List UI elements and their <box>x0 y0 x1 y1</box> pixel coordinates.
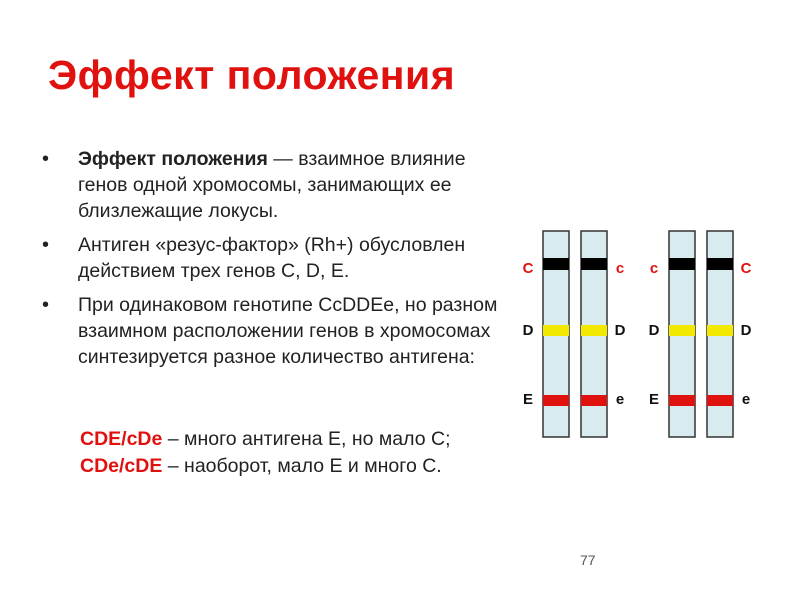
gene-band-D <box>581 325 607 336</box>
gene-band-E <box>669 395 695 406</box>
gene-band-E <box>543 395 569 406</box>
bullet-1-text: — взаимное влияние генов одной хромосомы, занимающих ее близлежащие локусы. <box>78 148 466 222</box>
gene-label-D: D <box>740 322 752 339</box>
bullet-dot-icon: • <box>42 148 50 170</box>
bullet-dot-icon: • <box>42 234 50 256</box>
gene-label-e: e <box>615 391 625 408</box>
bullet-dot-icon: • <box>42 294 50 316</box>
gene-label-C: C <box>522 260 534 277</box>
slide-title: Эффект положения <box>48 52 456 98</box>
gene-band-D <box>707 325 733 336</box>
gene-label-D: D <box>614 322 626 339</box>
example-1-text: – много антигена E, но мало C; <box>162 428 451 450</box>
gene-band-D <box>543 325 569 336</box>
bullet-3-text: При одинаковом генотипе CcDDEe, но разном взаимном расположении генов в хромосомах синтезируется разное количество антигена: <box>78 294 498 368</box>
gene-band-C <box>707 258 733 270</box>
gene-label-C: C <box>740 260 752 277</box>
gene-label-e: e <box>741 391 751 408</box>
gene-band-c <box>581 258 607 270</box>
bullet-2-text: Антиген «резус-фактор» (Rh+) обусловлен действием трех генов C, D, E. <box>78 234 466 282</box>
gene-band-e <box>581 395 607 406</box>
gene-band-D <box>669 325 695 336</box>
gene-band-C <box>543 258 569 270</box>
page-number: 77 <box>580 552 596 568</box>
example-2-text: – наоборот, мало E и много C. <box>162 455 442 477</box>
gene-label-c: c <box>615 260 625 277</box>
gene-label-D: D <box>648 322 660 339</box>
genotype-2: CDe/cDE <box>80 455 163 477</box>
gene-label-D: D <box>522 322 534 339</box>
genotype-1: CDE/cDe <box>80 428 163 450</box>
gene-band-e <box>707 395 733 406</box>
gene-band-c <box>669 258 695 270</box>
gene-label-E: E <box>648 391 660 408</box>
bullet-1-bold: Эффект положения <box>78 148 268 170</box>
gene-label-c: c <box>649 260 659 277</box>
gene-label-E: E <box>522 391 534 408</box>
